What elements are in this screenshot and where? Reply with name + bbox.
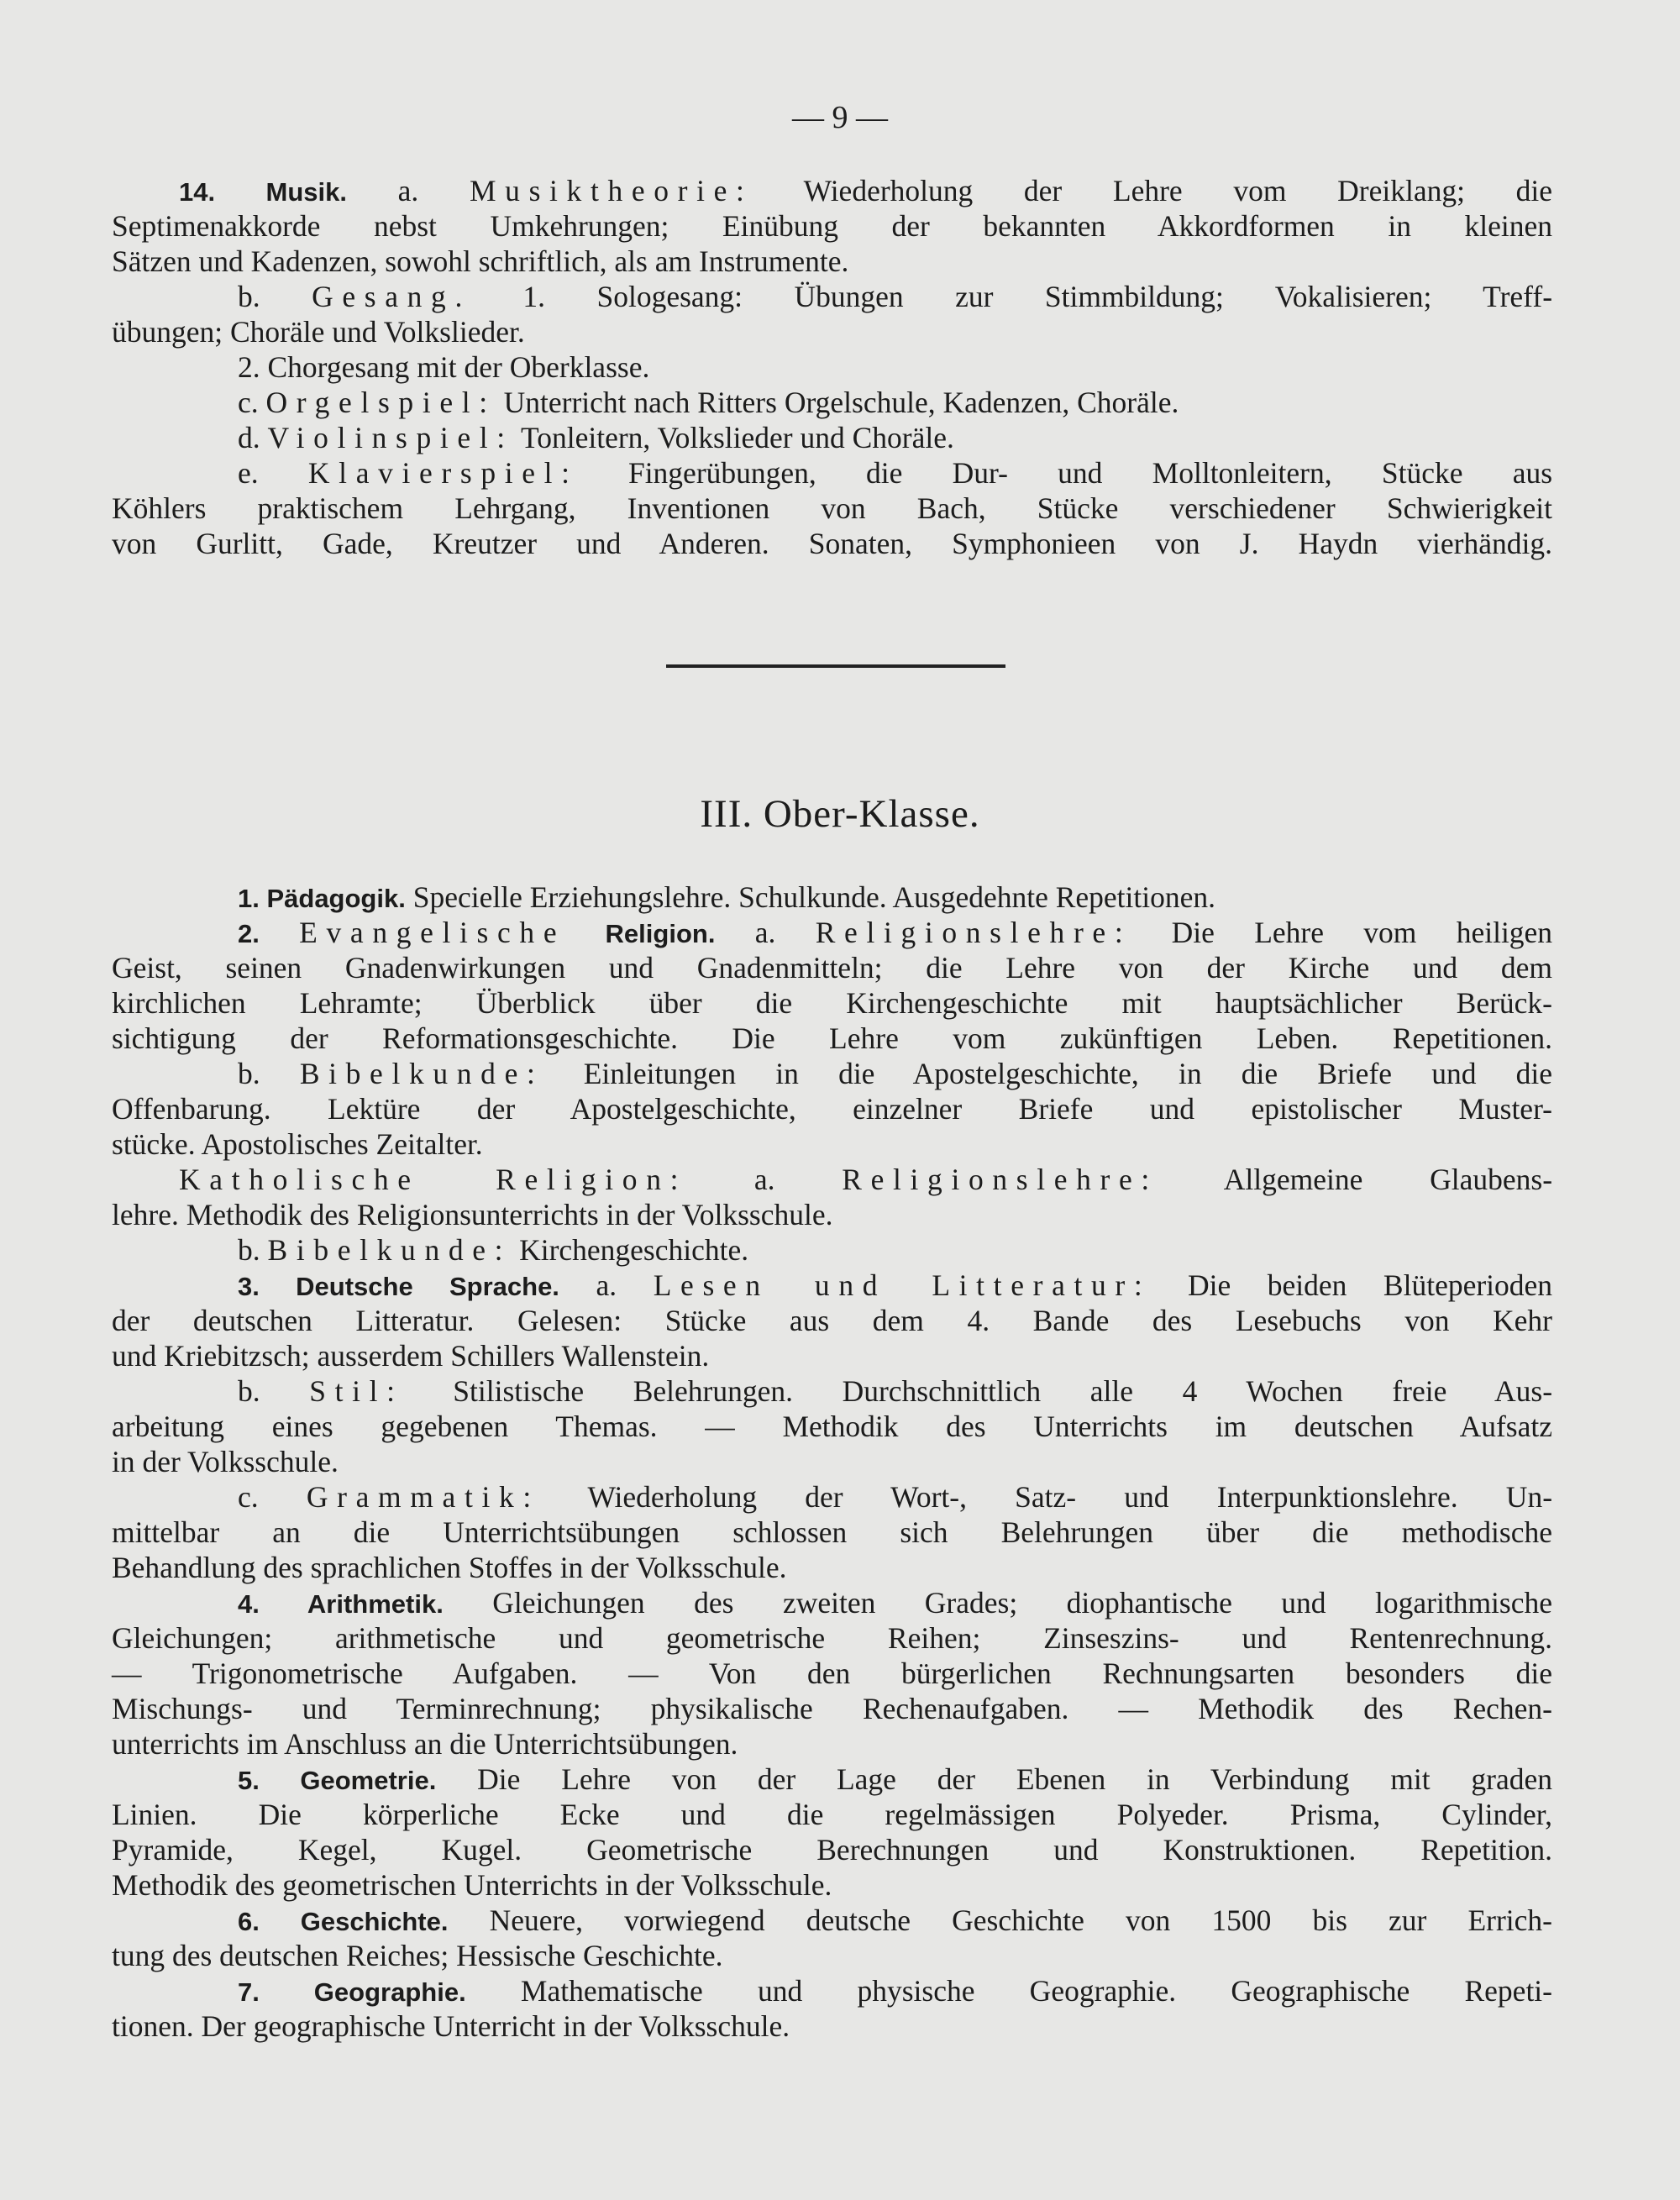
musik-heading: 14. Musik. — [179, 177, 347, 207]
item-marker: a. — [596, 1268, 617, 1302]
text-line: sichtigung der Reformationsgeschichte. Die Lehre vom zukünftigen Leben. Repetitionen. — [112, 1021, 1552, 1055]
violinspiel-line — [112, 420, 1552, 455]
arithmetik-line — [112, 1585, 1552, 1620]
deutsche-sprache-heading: 3. Deutsche Sprache. — [238, 1272, 559, 1301]
klavierspiel-label: Klavierspiel: — [307, 456, 579, 490]
arithmetik-text: Gleichungen des zweiten Grades; diophantische und logarithmische — [492, 1586, 1552, 1620]
ober-klasse-section — [112, 879, 1552, 2044]
orgelspiel-label: Orgelspiel: — [265, 386, 496, 419]
geometrie-heading: 5. Geometrie. — [238, 1766, 437, 1795]
musik-text: Wiederholung der Lehre vom Dreiklang; die — [803, 174, 1552, 207]
text-line: Methodik des geometrischen Unterrichts in der Volksschule. — [112, 1868, 832, 1902]
musik-line-1 — [112, 173, 1552, 208]
musik-line-10: Köhlers praktischem Lehrgang, Inventionen von Bach, Stücke verschiedener Schwierigkeit — [112, 491, 1552, 525]
paedagogik-heading: 1. Pädagogik. — [238, 884, 406, 913]
item-marker: b. — [238, 280, 260, 313]
text-line: unterrichts im Anschluss an die Unterrichtsübungen. — [112, 1727, 738, 1761]
katholische-line — [112, 1162, 1552, 1197]
arithmetik-heading: 4. Arithmetik. — [238, 1589, 444, 1619]
grammatik-line — [112, 1479, 1552, 1515]
text-line: lehre. Methodik des Religionsunterrichts in der Volksschule. — [112, 1198, 833, 1231]
geometrie-text: Die Lehre von der Lage der Ebenen in Verbindung mit graden — [477, 1762, 1553, 1796]
stil-line — [112, 1373, 1552, 1409]
paedagogik-text: Specielle Erziehungslehre. Schulkunde. Ausgedehnte Repetitionen. — [412, 880, 1215, 914]
bibelkunde-line — [112, 1232, 1552, 1268]
text-line: der deutschen Litteratur. Gelesen: Stücke aus dem 4. Bande des Lesebuchs von Kehr — [112, 1304, 1552, 1337]
musik-line-2: Septimenakkorde nebst Umkehrungen; Einübung der bekannten Akkordformen in kleinen — [112, 209, 1552, 243]
text-line: und Kriebitzsch; ausserdem Schillers Wallenstein. — [112, 1339, 710, 1373]
gesang-text: 1. Sologesang: Übungen zur Stimmbildung; Vokalisieren; Treff- — [522, 280, 1553, 313]
item-marker: e. — [238, 456, 259, 490]
deutsche-sprache-line — [112, 1268, 1552, 1303]
geschichte-line — [112, 1903, 1552, 1938]
religionslehre-label: Religionslehre: — [842, 1163, 1158, 1196]
klavierspiel-line — [112, 455, 1552, 491]
geometrie-line — [112, 1762, 1552, 1797]
bibelkunde-label: Bibelkunde: — [299, 1057, 544, 1090]
bibelkunde-label: Bibelkunde: — [267, 1233, 512, 1267]
musik-section — [112, 173, 1552, 561]
item-marker: c. — [238, 1480, 259, 1514]
orgelspiel-line — [112, 385, 1552, 420]
evangelische-label: Evangelische — [299, 916, 566, 949]
geschichte-text: Neuere, vorwiegend deutsche Geschichte von 1500 bis zur Errich- — [489, 1903, 1553, 1937]
item-marker: b. — [238, 1233, 260, 1267]
text-line: tionen. Der geographische Unterricht in der Volksschule. — [112, 2009, 790, 2043]
katholische-religion-label: Katholische Religion: — [179, 1163, 688, 1196]
text-line: tung des deutschen Reiches; Hessische Geschichte. — [112, 1939, 723, 1972]
text-line: Geist, seinen Gnadenwirkungen und Gnadenmitteln; die Lehre von der Kirche und dem — [112, 951, 1552, 984]
religionslehre-label: Religionslehre: — [815, 916, 1132, 949]
bibelkunde-text: Kirchengeschichte. — [519, 1233, 749, 1267]
item-marker: b. — [238, 1374, 260, 1408]
musik-line-5: übungen; Choräle und Volkslieder. — [112, 315, 525, 349]
text-line: mittelbar an die Unterrichtsübungen schlossen sich Belehrungen über die methodische — [112, 1515, 1552, 1549]
item-marker: a. — [753, 1163, 775, 1196]
stil-text: Stilistische Belehrungen. Durchschnittlich alle 4 Wochen freie Aus- — [453, 1374, 1553, 1408]
text-line: Linien. Die körperliche Ecke und die regelmässigen Polyeder. Prisma, Cylinder, — [112, 1798, 1552, 1831]
text-line: Gleichungen; arithmetische und geometrische Reihen; Zinseszins- und Rentenrechnung. — [112, 1621, 1552, 1655]
text-line: in der Volksschule. — [112, 1445, 339, 1478]
geographie-text: Mathematische und physische Geographie. Geographische Repeti- — [520, 1974, 1552, 2008]
geschichte-heading: 6. Geschichte. — [238, 1907, 449, 1936]
geographie-line — [112, 1973, 1552, 2008]
musik-line-6: 2. Chorgesang mit der Oberklasse. — [238, 350, 650, 384]
bibelkunde-text: Einleitungen in die Apostelgeschichte, in die Briefe und die — [583, 1057, 1553, 1090]
item-marker: b. — [238, 1057, 260, 1090]
religion-line — [112, 915, 1552, 950]
item-marker: a. — [754, 916, 776, 949]
bibelkunde-line — [112, 1056, 1552, 1091]
section-divider — [666, 664, 1005, 668]
violinspiel-text: Tonleitern, Volkslieder und Choräle. — [521, 421, 954, 454]
geographie-heading: 7. Geographie. — [238, 1977, 466, 2007]
text-line: — Trigonometrische Aufgaben. — Von den bürgerlichen Rechnungsarten besonders die — [112, 1657, 1552, 1690]
orgelspiel-text: Unterricht nach Ritters Orgelschule, Kadenzen, Choräle. — [503, 386, 1179, 419]
lesen-litteratur-label: Lesen und Litteratur: — [653, 1268, 1152, 1302]
text-line: Offenbarung. Lektüre der Apostelgeschichte, einzelner Briefe und epistolischer Muster- — [112, 1092, 1552, 1126]
paedagogik-line — [112, 879, 1552, 915]
item-marker: c. — [238, 386, 259, 419]
gesang-line — [112, 279, 1552, 314]
religion-text: Die Lehre vom heiligen — [1171, 916, 1553, 949]
musik-line-3: Sätzen und Kadenzen, sowohl schriftlich, als am Instrumente. — [112, 244, 849, 278]
klavierspiel-text: Fingerübungen, die Dur- und Molltonleitern, Stücke aus — [627, 456, 1553, 490]
page-number: — 9 — — [792, 100, 888, 135]
text-line: Mischungs- und Terminrechnung; physikalische Rechenaufgaben. — Methodik des Rechen- — [112, 1692, 1552, 1725]
text-line: Pyramide, Kegel, Kugel. Geometrische Berechnungen und Konstruktionen. Repetition. — [112, 1833, 1552, 1867]
stil-label: Stil: — [309, 1374, 404, 1408]
musiktheorie-label: Musiktheorie: — [469, 174, 753, 207]
text-line: kirchlichen Lehramte; Überblick über die Kirchengeschichte mit hauptsächlicher Berück- — [112, 986, 1552, 1020]
katholische-text: Allgemeine Glaubens- — [1223, 1163, 1553, 1196]
item-number: 2. — [238, 919, 260, 948]
musik-line-11: von Gurlitt, Gade, Kreutzer und Anderen. Sonaten, Symphonieen von J. Haydn vierhändig. — [112, 527, 1552, 560]
section-title: III. Ober-Klasse. — [700, 792, 980, 836]
item-marker: a. — [397, 174, 419, 207]
grammatik-text: Wiederholung der Wort-, Satz- und Interpunktionslehre. Un- — [587, 1480, 1553, 1514]
deutsche-sprache-text: Die beiden Blüteperioden — [1187, 1268, 1553, 1302]
text-line: arbeitung eines gegebenen Themas. — Methodik des Unterrichts im deutschen Aufsatz — [112, 1410, 1552, 1443]
religion-heading: Religion. — [605, 919, 716, 948]
grammatik-label: Grammatik: — [306, 1480, 540, 1514]
text-line: Behandlung des sprachlichen Stoffes in der Volksschule. — [112, 1551, 787, 1584]
item-marker: d. — [238, 421, 260, 454]
text-line: stücke. Apostolisches Zeitalter. — [112, 1127, 483, 1161]
violinspiel-label: Violinspiel: — [267, 421, 514, 454]
gesang-label: Gesang. — [312, 280, 471, 313]
